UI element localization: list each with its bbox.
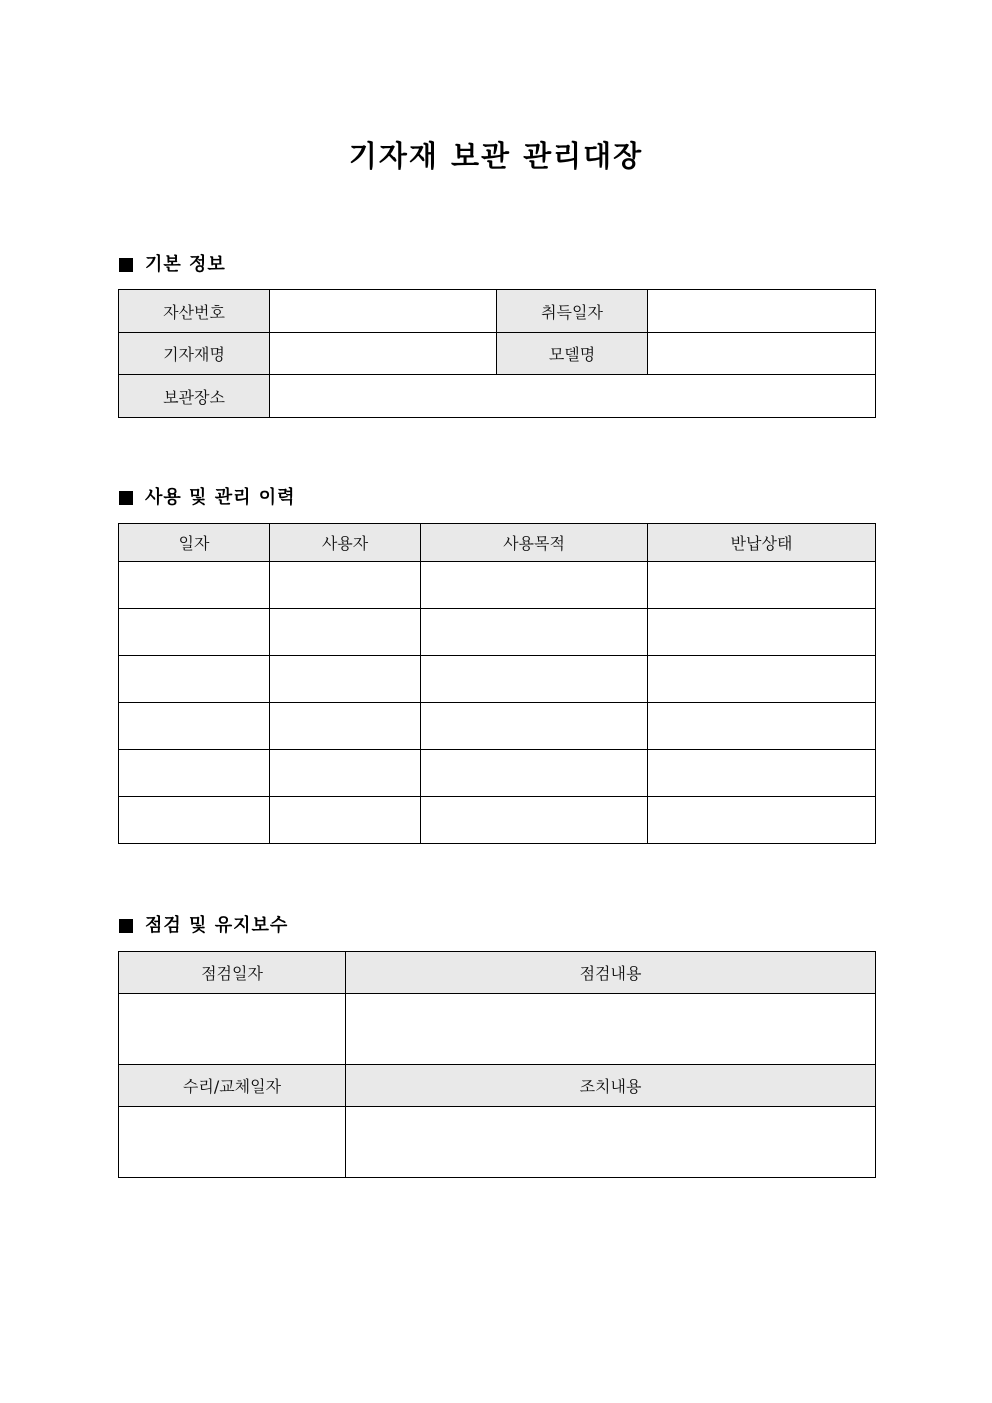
table-header-row [119,952,876,994]
asset-number-field[interactable] [270,290,497,333]
equipment-name-field[interactable] [270,333,497,375]
square-bullet-icon [119,258,133,272]
table-row [119,290,876,333]
section-heading-inspection [119,914,288,938]
column-header-purpose: 사용목적 [421,524,648,562]
cell-date[interactable] [119,797,270,844]
section-heading-basic [119,253,226,277]
model-name-label: 모델명 [497,333,648,375]
section-heading-basic-label: 기본 정보 [145,254,226,275]
cell-user[interactable] [270,609,421,656]
equipment-name-label: 기자재명 [119,333,270,375]
repair-date-label: 수리/교체일자 [119,1065,346,1107]
table-row [119,1107,876,1178]
action-content-label: 조치내용 [346,1065,876,1107]
table-row [119,656,876,703]
asset-number-label: 자산번호 [119,290,270,333]
storage-location-field[interactable] [270,375,876,418]
table-row [119,797,876,844]
cell-date[interactable] [119,703,270,750]
page-title: 기자재 보관 관리대장 [348,139,644,173]
table-header-row [119,1065,876,1107]
storage-location-label: 보관장소 [119,375,270,418]
cell-user[interactable] [270,656,421,703]
usage-history-table [118,523,876,844]
model-name-field[interactable] [648,333,876,375]
cell-date[interactable] [119,656,270,703]
table-row [119,609,876,656]
cell-user[interactable] [270,750,421,797]
cell-user[interactable] [270,703,421,750]
inspection-content-label: 점검내용 [346,952,876,994]
cell-purpose[interactable] [421,703,648,750]
section-heading-inspection-label: 점검 및 유지보수 [145,915,289,936]
cell-purpose[interactable] [421,562,648,609]
table-row [119,750,876,797]
cell-return-status[interactable] [648,609,876,656]
cell-user[interactable] [270,797,421,844]
table-row [119,333,876,375]
cell-purpose[interactable] [421,750,648,797]
cell-return-status[interactable] [648,562,876,609]
table-row [119,703,876,750]
column-header-return-status: 반납상태 [648,524,876,562]
inspection-date-field[interactable] [119,994,346,1065]
cell-date[interactable] [119,609,270,656]
square-bullet-icon [119,919,133,933]
table-row [119,375,876,418]
table-row [119,562,876,609]
inspection-content-field[interactable] [346,994,876,1065]
table-row [119,994,876,1065]
square-bullet-icon [119,491,133,505]
cell-purpose[interactable] [421,797,648,844]
cell-date[interactable] [119,562,270,609]
acquired-date-label: 취득일자 [497,290,648,333]
inspection-date-label: 점검일자 [119,952,346,994]
action-content-field[interactable] [346,1107,876,1178]
cell-purpose[interactable] [421,656,648,703]
table-header-row [119,524,876,562]
cell-purpose[interactable] [421,609,648,656]
cell-return-status[interactable] [648,750,876,797]
inspection-table [118,951,876,1178]
cell-date[interactable] [119,750,270,797]
section-heading-usage-label: 사용 및 관리 이력 [145,487,296,508]
cell-user[interactable] [270,562,421,609]
cell-return-status[interactable] [648,656,876,703]
repair-date-field[interactable] [119,1107,346,1178]
cell-return-status[interactable] [648,797,876,844]
section-heading-usage [119,486,296,510]
acquired-date-field[interactable] [648,290,876,333]
cell-return-status[interactable] [648,703,876,750]
basic-info-table [118,289,876,418]
column-header-user: 사용자 [270,524,421,562]
column-header-date: 일자 [119,524,270,562]
